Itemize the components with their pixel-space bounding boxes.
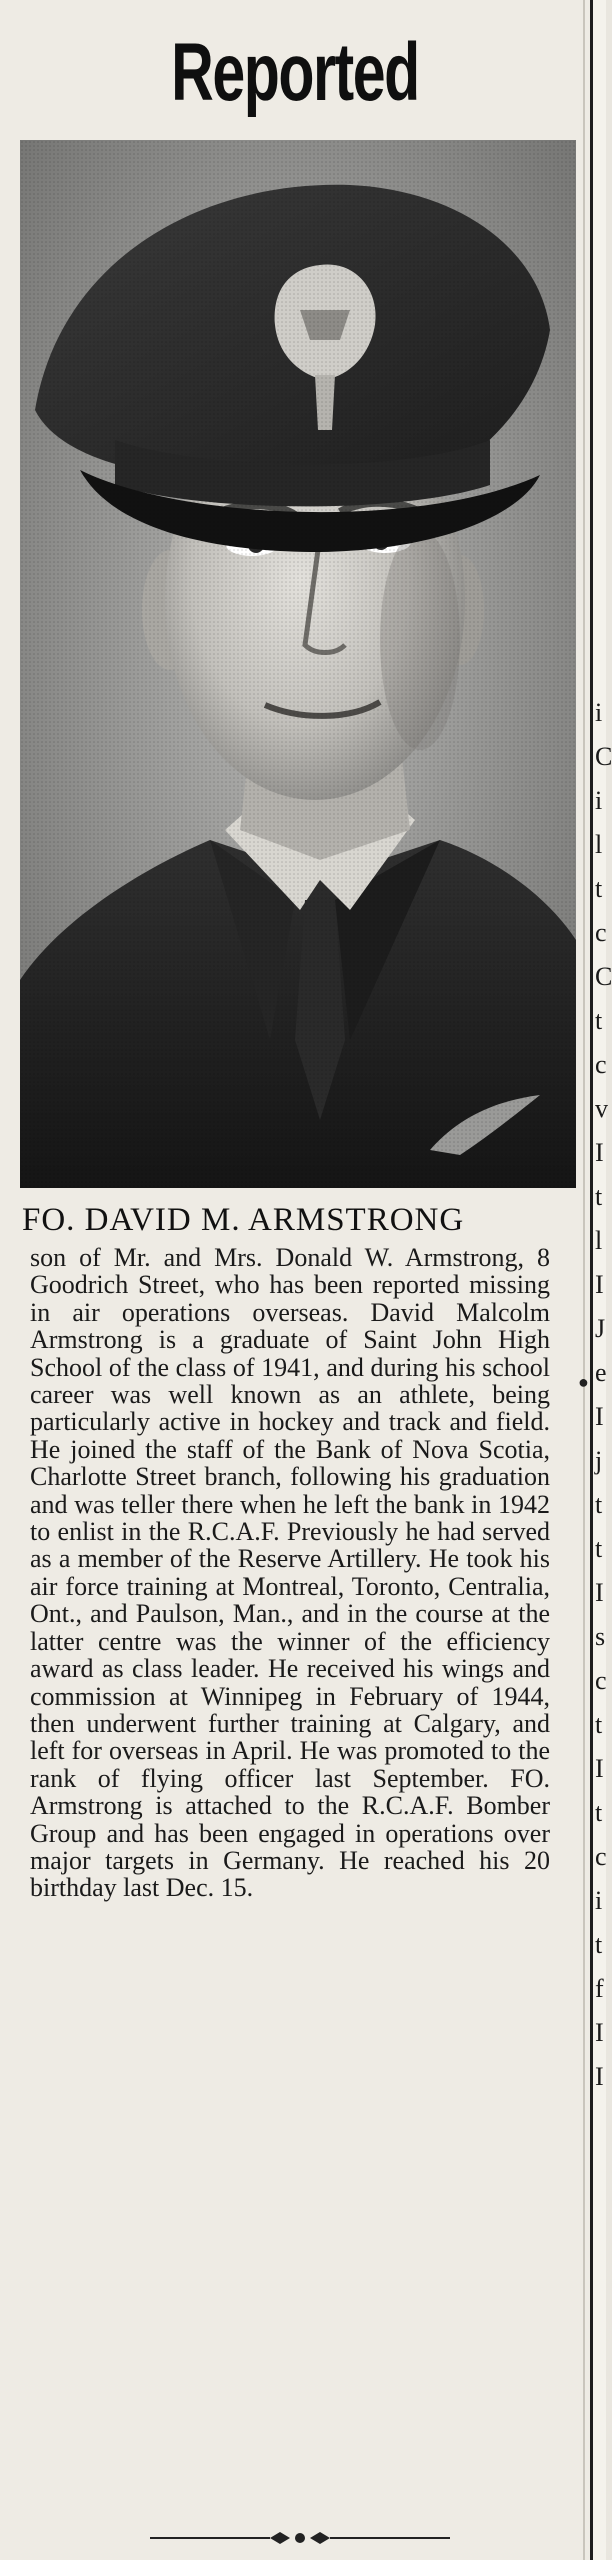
adjacent-column-fragment: t	[595, 1710, 603, 1739]
adjacent-column-fragment: i	[595, 786, 603, 815]
adjacent-column-fragment: C	[595, 962, 612, 991]
adjacent-column-fragment: c	[595, 1666, 607, 1695]
adjacent-column-fragment: I	[595, 1754, 604, 1783]
adjacent-column-fragment: I	[595, 1578, 604, 1607]
headline: Reported	[171, 27, 419, 118]
adjacent-column-fragment: t	[595, 1182, 603, 1211]
adjacent-column-fragment: t	[595, 1490, 603, 1519]
caption-name: FO. DAVID M. ARMSTRONG	[22, 1202, 465, 1238]
adjacent-column-fragment: s	[595, 1622, 606, 1651]
adjacent-column-fragment: c	[595, 1050, 607, 1079]
adjacent-column-fragment: v	[595, 1094, 608, 1123]
adjacent-column-edge	[590, 0, 612, 2560]
adjacent-column-fragment: t	[595, 1930, 603, 1959]
portrait-photo	[20, 140, 576, 1188]
adjacent-column-fragment: c	[595, 918, 607, 947]
adjacent-column-fragment: t	[595, 1798, 603, 1827]
adjacent-column-fragment: I	[595, 2062, 604, 2091]
adjacent-column-fragment: I	[595, 1270, 604, 1299]
adjacent-column-fragment: i	[595, 1886, 603, 1915]
adjacent-column-fragment: t	[595, 1006, 603, 1035]
column-rule	[583, 0, 585, 2560]
adjacent-column-fragment: c	[595, 1842, 607, 1871]
adjacent-column-fragment: i	[595, 698, 603, 727]
adjacent-column-fragment: t	[595, 1534, 603, 1563]
rule-ornament-icon	[150, 2528, 450, 2548]
adjacent-column-fragment: t	[595, 874, 603, 903]
adjacent-column-fragment: j	[595, 1446, 603, 1475]
adjacent-column-fragment: l	[595, 1226, 603, 1255]
bullet-mark-icon: ●	[578, 1372, 589, 1392]
adjacent-column-fragment: I	[595, 1138, 604, 1167]
adjacent-column-fragment: e	[595, 1358, 607, 1387]
article-body: son of Mr. and Mrs. Donald W. Armstrong, 8 Goodrich Street, who has been reported missing in air operations overseas. David Malcolm Armstrong is a graduate of Saint John High School of the class of 1941, and during his school career was well known as an athlete, being particularly active in hockey and track and field. He joined the staff of the Bank of Nova Scotia, Charlotte Street branch, following his graduation and was teller there when he left the bank in 1942 to enlist in the R.C.A.F. Previously he had served as a member of the Reserve Artillery. He took his air force training at Montreal, Toronto, Centralia, Ont., and Paulson, Man., and in the course at the latter centre was the winner of the efficiency award as class leader. He received his wings and commission at Winnipeg in February of 1944, then underwent further training at Calgary, and left for overseas in April. He was promoted to the rank of flying officer last September. FO. Armstrong is attached to the R.C.A.F. Bomber Group and has been engaged in operations over major targets in Germany. He reached his 20 birthday last Dec. 15.	[30, 1243, 550, 1903]
adjacent-column-fragment: I	[595, 2018, 604, 2047]
adjacent-column-fragment: J	[595, 1314, 606, 1343]
adjacent-column-fragment: C	[595, 742, 612, 771]
adjacent-column-fragment: I	[595, 1402, 604, 1431]
adjacent-column-fragment: f	[595, 1974, 604, 2003]
adjacent-column-fragment: l	[595, 830, 603, 859]
